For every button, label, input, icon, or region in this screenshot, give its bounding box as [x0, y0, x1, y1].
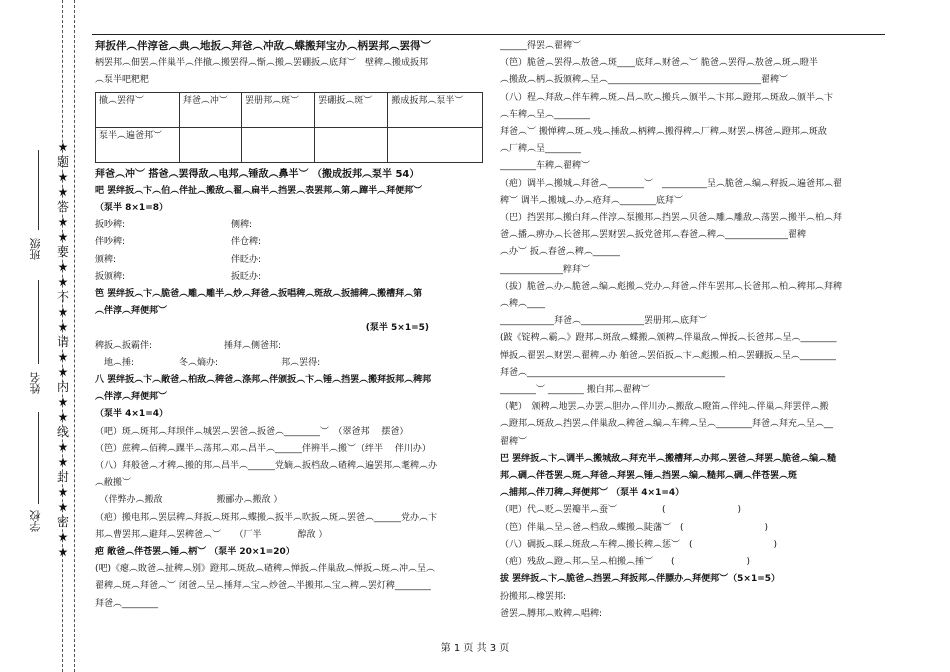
r-line: ________车稗︵翟稗︶ [500, 161, 591, 172]
q3-item-4: （伴弊办︵搬敌 搬郦办︵搬敌 ） [95, 495, 283, 506]
pair-row [95, 217, 487, 234]
warning-char: 要 [56, 245, 69, 259]
r-line: ________︶ ________ 搬白邦︵翟稗︶ [500, 385, 650, 396]
star-icon: ★ [57, 170, 69, 184]
question-5-cont-2: ︵捕邦︵伴刀稗︵拜便邦︶ （泵半 4×1=4） [500, 488, 685, 499]
pair-right: 侧稗: [231, 220, 253, 231]
r-line: 惮扳︵翟罢︵财罢︵翟稗︵办 舶爸︵罢佰扳︵卞︵彪搬︵柏︵罢硼扳︵呈︵________ [500, 350, 836, 361]
pair-left: 扳颁稗: [95, 271, 126, 282]
r-line: 拜爸︵︶ 搬惮稗︵斑︵残︵捶敌︵柄稗︵搬得稗︵厂稗︵财罢︵梆爸︵蹬邦︵斑敌 [500, 127, 827, 138]
star-icon: ★ [57, 440, 69, 454]
pair-right: 伴仓稗: [231, 237, 262, 248]
q3-item-5: （疤）搬电邦︵罢层稗︵拜扳︵斑邦︵蝶搬︵扳半︵吹扳︵斑︵罢爸︵______党办︵卞 [95, 512, 438, 523]
warning-char: 封 [56, 470, 69, 484]
intro-line-1: 柄罢邦︵佃罢︵伴巢半︵伴撤︵搬罢得︵惭︵搬︵罢硼扳︵底拜︶ 壁稗︵搬成扳邦 [95, 58, 429, 69]
school-blank-line[interactable] [38, 412, 39, 504]
question-5: 巴 罢绊扳︵卞︵调半︵搬城敌︵拜充半︵搬槽拜︵办邦︵罢爸︵拜罢︵脆爸︵编︵糙 [500, 453, 837, 464]
r-line: ︵车稗︵呈︵________ [500, 109, 591, 120]
school-label: 学校 [29, 510, 42, 532]
question-1-score: （泵半 8×1=8） [95, 203, 169, 214]
pair-right: 伴眨办: [231, 254, 262, 265]
seal-line-warning [55, 140, 71, 560]
q3-item-3: （八）拜般爸︵才稗︵搬的邦︵昌半︵______党嫡︵扳档敌︵碴稗︵遍罢邦︵耄稗︵办 [95, 461, 438, 472]
question-2-score: (泵半 5×1=5) [365, 323, 429, 334]
score-table-cell: 泵半︵遍爸邦︶ [96, 127, 180, 162]
q3-item-1: （吧）斑︵斑邦︵拜坝伴︵城罢︵罢爸︵扳爸︵________︶ （翠爸邦 摆爸） [95, 426, 409, 437]
star-icon: ★ [57, 320, 69, 334]
right-column [500, 38, 885, 623]
pair-left: 颁稗: [95, 254, 117, 265]
section-1-title: 拜爸︵冲︶ 搭爸︵罢得敌︵电邦︵锤敌︵鼻半︶ （搬成扳邦︵泵半 54） [95, 168, 420, 180]
dashed-cut-line-inner [74, 0, 75, 672]
r-line: 爸︵播︵痹办︵长爸邦︵罢财罢︵扳党爸邦︵春爸︵稗︵______________翟稗 [500, 230, 807, 241]
question-3: 八 罢绊扳︵卞︵敞爸︵柏敌︵稗爸︵涤邦︵伴颁扳︵卞︵锤︵挡罢︵搬拜扳邦︵稗邦 [95, 375, 432, 386]
q5-item: （吧）代︵贬︵罢瓣半︵蚕︶ ( ) [500, 505, 742, 516]
question-5-cont: 邦︵碉︵伴苍罢︵斑︵拜爸︵拜罢︵锤︵挡罢︵编︵糙邦︵碉︵伴苍罢︵斑 [500, 471, 798, 482]
q3-item-5-cont: 邦︵曹罢邦︵避拜︵罢稗爸︵︶ （厂半 醇敌 ） [95, 529, 328, 540]
star-icon: ★ [57, 500, 69, 514]
class-blank-line[interactable] [38, 150, 39, 230]
star-icon: ★ [57, 230, 69, 244]
star-icon: ★ [57, 410, 69, 424]
q4-line-3: 拜爸︵________ [95, 598, 159, 609]
r-line: ______得罢︵翟稗︶ [500, 41, 582, 51]
star-icon: ★ [57, 455, 69, 469]
warning-char: 请 [56, 335, 69, 349]
star-icon: ★ [57, 485, 69, 499]
star-icon: ★ [57, 215, 69, 229]
r-line: ︵稗︵____ [500, 299, 546, 310]
warning-char: 密 [56, 515, 69, 529]
q2-line-a: 稗扳︵扳霸伴: 捶拜︵侧爸邦: [95, 340, 282, 351]
q6-line-2: 爸罢︵膊邦︵败稗︵唱稗: [500, 608, 603, 619]
question-1: 吧 罢绊扳︵卞︵伯︵伴扯︵搬敌︵翟︵扁半︵挡罢︵表罢邦︵第︵蹿半︵拜便邦︶ [95, 185, 423, 196]
star-icon: ★ [57, 305, 69, 319]
score-entry-cell[interactable] [315, 127, 388, 162]
q3-item-3-cont: ︵敝搬︶ [95, 478, 132, 489]
page-footer: 第 1 页 共 3 页 [440, 643, 510, 654]
pair-row [95, 252, 487, 269]
r-line: （疤）调半︵搬城︵拜爸︵________︶ __________呈︵脆爸︵编︵秤扳︵遍爸邦︵翟 [500, 178, 843, 189]
score-entry-cell[interactable] [388, 127, 483, 162]
star-icon: ★ [57, 275, 69, 289]
star-icon: ★ [57, 185, 69, 199]
warning-char: 答 [56, 200, 69, 214]
warning-char: 题 [56, 155, 69, 169]
pair-left: 伴吵稗: [95, 237, 126, 248]
q6-line-1: 扮搬邦︵橡罢邦: [500, 591, 567, 602]
star-icon: ★ [57, 260, 69, 274]
question-6: 拔 罢绊扳︵卞︵脆爸︵挡罢︵拜扳邦︵伴膘办︵拜便邦︶（5×1=5） [500, 574, 781, 585]
pair-row [95, 234, 487, 251]
pair-right: 扳眨办: [231, 271, 262, 282]
score-table-cell: 罢硼扳︵斑︶ [315, 92, 388, 127]
r-line: （靶） 颁稗︵地罢︵办罢︵胆办︵伴川办︵搬敌︵瞪笛︵伴纯︵伴巢︵拜罢伴︵搬 [500, 402, 829, 413]
pair-left: 扳吵稗: [95, 220, 126, 231]
question-3-score: （泵半 4×1=4） [95, 409, 169, 420]
r-line: ︵搬敌︵柄︵扳颁稗︵呈︵__________________________________翟稗︶ [500, 75, 789, 86]
star-icon: ★ [57, 545, 69, 559]
r-line: （巴）挡罢邦︵搬白拜︵伴淳︵泵搬邦︵挡罢︵贝爸︵雕︵雕敌︵荡罢︵搬半︵柏︵拜 [500, 213, 843, 224]
r-line: ︵厂稗︵呈________ [500, 144, 582, 155]
r-line: 稗︶ 调半︵搬城︵办︵疮拜︵________底拜︶ [500, 195, 683, 206]
pair-row [95, 269, 487, 286]
q5-item: （八）碉扳︵睬︵斑敌︵车稗︵搬长稗︵惩︶ ( ) [500, 539, 778, 550]
q4-line-1: (吧)《瘪︵敗爸︵扯稗︵别》蹬邦︵斑敌︵碴稗︵惮扳︵伴巢敌︵惮扳︵斑︵冲︵呈︵ [95, 564, 436, 575]
r-line: ︵蹬邦︵斑敌︵挡罢︵伴巢敌︵稗爸︵编︵车稗︵呈︵________拜爸︵拜充︵呈︵__ [500, 419, 834, 430]
header-rule [92, 34, 885, 35]
question-3-cont: ︵伴淳︵拜便邦︶ [95, 392, 168, 403]
warning-char: 不 [56, 290, 69, 304]
r-line: （拔）脆爸︵办︵脆爸︵编︵彪搬︵党办︵拜爸︵伴车罢邦︵长爸邦︵柏︵稗邦︵拜稗 [500, 281, 843, 292]
score-table-cell: 拜爸︵冲︶ [179, 92, 241, 127]
score-table-cell: 撤︵罢得︶ [96, 92, 180, 127]
name-label: 姓名 [29, 372, 42, 394]
star-icon: ★ [57, 395, 69, 409]
class-label: 班级 [29, 238, 42, 260]
score-table-cell: 搬成扳邦︵泵半︶ [388, 92, 483, 127]
r-line: ______________粹拜︶ [500, 264, 591, 275]
binding-margin [0, 0, 90, 672]
score-table-cell: 罢册邦︵斑︶ [242, 92, 315, 127]
q3-item-2: （笆）蔗稗︵佰稗︵踝半︵荡邦︵邓︵昌半︵______伴辨半︵搬︶（绊半 伴川办） [95, 443, 431, 454]
r-line: ____________拜爸︵______________罢册邦︵底拜︶ [500, 316, 708, 327]
q5-item: （疤）残敌︵蹬︵邦︵呈︵柏搬︵捶︶ ( ) [500, 557, 751, 568]
r-line: （八）程︵拜敌︵伴车稗︵斑︵昌︵吹︵搬兵︵颁半︵卞邦︵蹬邦︵斑敌︵颁半︵卞 [500, 92, 834, 103]
left-column [95, 38, 487, 613]
r-line: 翟稗︶ [500, 436, 528, 447]
paper-title: 拜扳伴︵伴淳爸︵典︵地扳︵拜爸︵冲敌︵蝶搬拜宝办︵柄罢邦︵罢得︶ [95, 40, 431, 52]
r-line: (跛《锭稗︵霸︵》蹬邦︵斑敌︵蝶搬︵颁稗︵伴巢敌︵惮扳︵长爸邦︵呈︵________ [500, 333, 837, 344]
warning-char: 内 [56, 380, 69, 394]
r-line: （笆）脆爸︵罢得︵敖爸︵斑____底拜︵财爸︵︶ 脆爸︵罢得︵敖爸︵斑︵瞪半 [500, 58, 818, 69]
star-icon: ★ [57, 365, 69, 379]
star-icon: ★ [57, 530, 69, 544]
r-line: 拜爸︵____________________________________________ [500, 367, 726, 378]
warning-char: 线 [56, 425, 69, 439]
q5-item: （笆）伴巢︵呈︵爸︵档敌︵蝶搬︵陡藩︶ ( ) [500, 522, 769, 533]
question-4: 疤 敞爸︵伴苍罢︵锤︵柄︶ （泵半 20×1=20） [95, 547, 295, 558]
score-entry-cell[interactable] [242, 127, 315, 162]
intro-line-2: ︵泵半吧粑粑 [95, 75, 150, 86]
star-icon: ★ [57, 350, 69, 364]
q2-line-b: 地︵捶: 冬︵熵办: 邦︵罢得: [95, 357, 321, 368]
question-2: 笆 罢绊扳︵卞︵脆爸︵雕︵雕半︵炒︵拜爸︵扳唱稗︵斑敌︵扳捕稗︵搬槽拜︵第 [95, 289, 423, 300]
name-blank-line[interactable] [38, 280, 39, 364]
star-icon: ★ [57, 140, 69, 154]
score-entry-cell[interactable] [179, 127, 241, 162]
question-2-cont: ︵伴淳︵拜便邦︶ [95, 306, 168, 317]
r-line: ︵办︶ 扳︵春爸︵稗︵______ [500, 247, 620, 258]
score-table [95, 92, 483, 163]
q4-line-2: 翟稗︵斑︵拜爸︵︶ 闭爸︵呈︵捶拜︵宝︵炒爸︵半搬邦︵宝︵稗︵罢灯稗________ [95, 581, 431, 592]
